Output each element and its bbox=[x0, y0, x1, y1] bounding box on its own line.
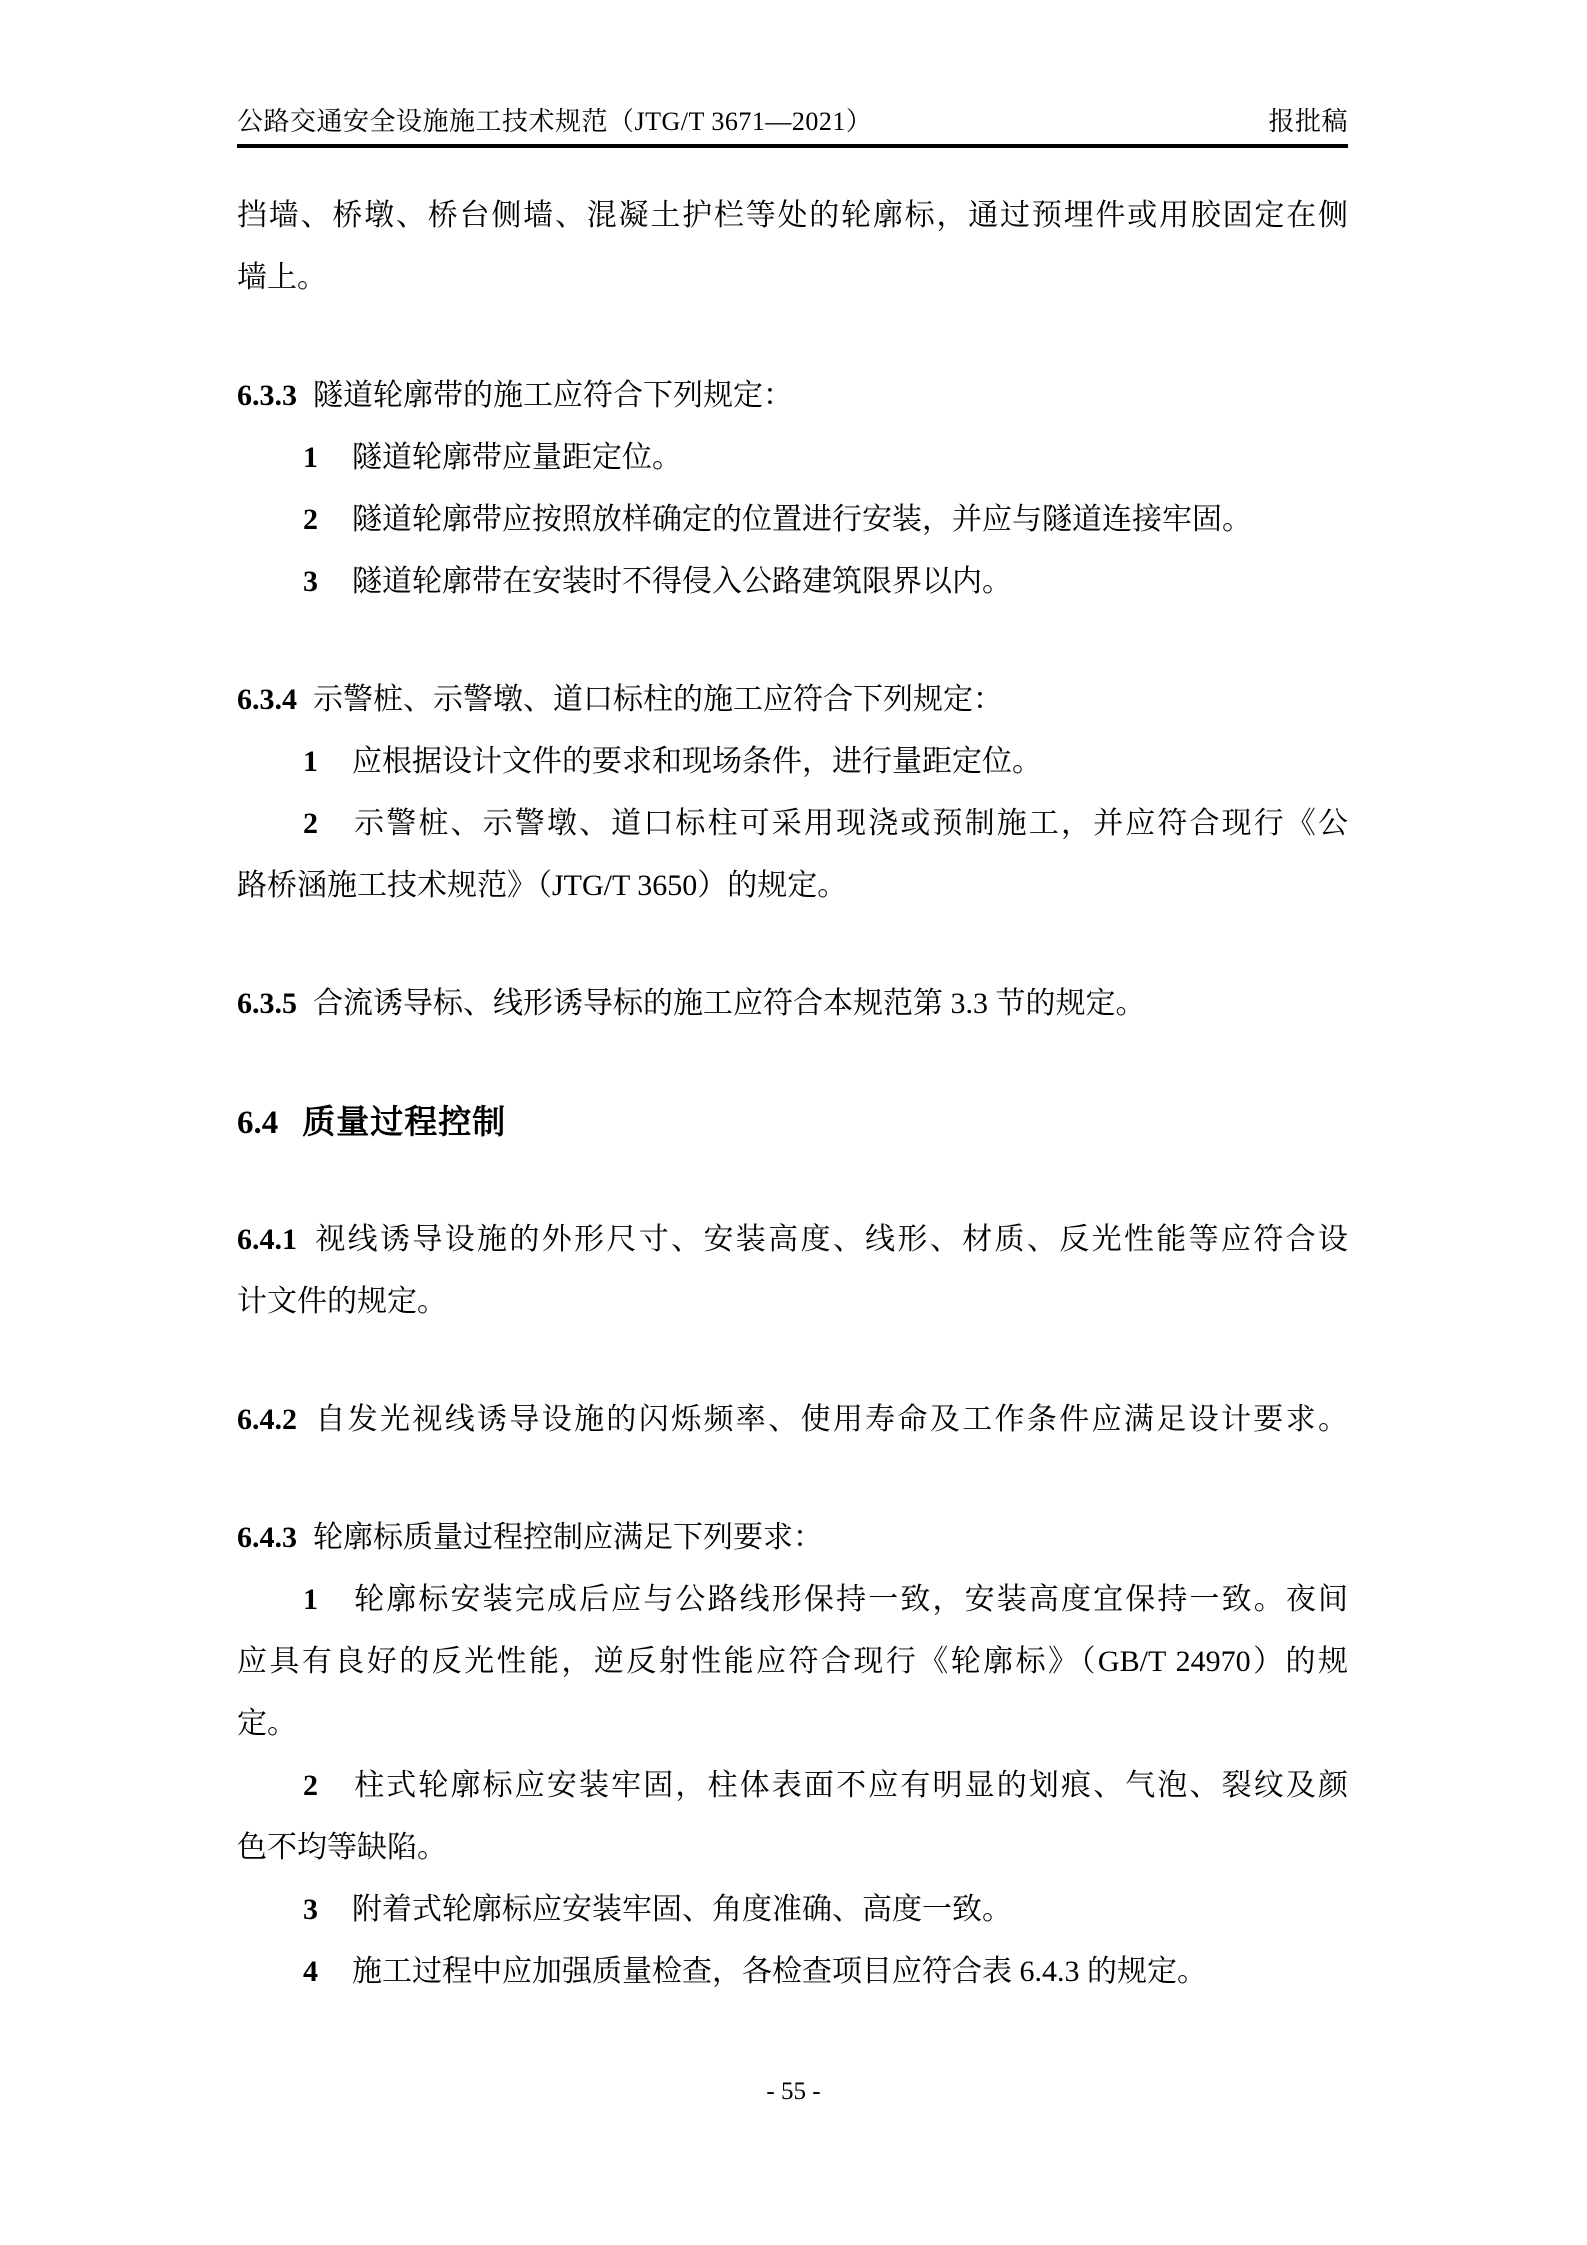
list-item bbox=[237, 1755, 1348, 1817]
list-item-continuation: 路桥涵施工技术规范》（JTG/T 3650）的规定。 bbox=[237, 869, 848, 902]
item-number: 2 bbox=[303, 1769, 318, 1802]
clause-number: 6.4.2 bbox=[237, 1403, 297, 1436]
item-text: 应根据设计文件的要求和现场条件，进行量距定位。 bbox=[352, 745, 1042, 778]
list-item bbox=[237, 551, 1348, 613]
clause-heading-6-3-4 bbox=[237, 669, 1348, 731]
header-approval-stamp: 报批稿 bbox=[1268, 107, 1348, 136]
item-number: 3 bbox=[303, 1893, 318, 1926]
paragraph-line: 墙上。 bbox=[237, 261, 327, 294]
list-item-continuation: 定。 bbox=[237, 1707, 297, 1740]
header-title: 公路交通安全设施施工技术规范（JTG/T 3671—2021） bbox=[237, 107, 873, 136]
section-heading-6-4 bbox=[237, 1091, 1348, 1153]
list-item bbox=[237, 1879, 1348, 1941]
item-text: 示警桩、示警墩、道口标柱可采用现浇或预制施工，并应符合现行《公 bbox=[352, 807, 1348, 840]
item-number: 1 bbox=[303, 441, 318, 474]
item-number: 2 bbox=[303, 503, 318, 536]
item-text: 隧道轮廓带应按照放样确定的位置进行安装，并应与隧道连接牢固。 bbox=[352, 503, 1252, 536]
page-header bbox=[237, 96, 1348, 148]
clause-heading-6-3-3 bbox=[237, 365, 1348, 427]
clause-number: 6.4.3 bbox=[237, 1521, 297, 1554]
clause-heading-6-3-5 bbox=[237, 973, 1348, 1035]
item-number: 1 bbox=[303, 1583, 318, 1616]
item-number: 4 bbox=[303, 1955, 318, 1988]
item-text: 柱式轮廓标应安装牢固，柱体表面不应有明显的划痕、气泡、裂纹及颜 bbox=[352, 1769, 1348, 1802]
item-text: 施工过程中应加强质量检查，各检查项目应符合表 6.4.3 的规定。 bbox=[352, 1955, 1207, 1988]
item-number: 2 bbox=[303, 807, 318, 840]
paragraph-line: 挡墙、桥墩、桥台侧墙、混凝土护栏等处的轮廓标，通过预埋件或用胶固定在侧 bbox=[237, 199, 1348, 232]
item-text: 隧道轮廓带在安装时不得侵入公路建筑限界以内。 bbox=[352, 565, 1012, 598]
list-item-continuation: 应具有良好的反光性能，逆反射性能应符合现行《轮廓标》（GB/T 24970）的规 bbox=[237, 1645, 1348, 1678]
page-number: - 55 - bbox=[766, 2078, 821, 2105]
document-body bbox=[237, 185, 1348, 2003]
list-item bbox=[237, 489, 1348, 551]
section-number: 6.4 bbox=[237, 1105, 279, 1141]
item-number: 1 bbox=[303, 745, 318, 778]
clause-number: 6.3.4 bbox=[237, 683, 297, 716]
clause-heading-6-4-2 bbox=[237, 1389, 1348, 1451]
clause-title: 轮廓标质量过程控制应满足下列要求： bbox=[313, 1521, 823, 1554]
list-item bbox=[237, 427, 1348, 489]
clause-text: 视线诱导设施的外形尺寸、安装高度、线形、材质、反光性能等应符合设 bbox=[313, 1223, 1348, 1256]
list-item-continuation: 色不均等缺陷。 bbox=[237, 1831, 447, 1864]
item-text: 隧道轮廓带应量距定位。 bbox=[352, 441, 682, 474]
clause-number: 6.4.1 bbox=[237, 1223, 297, 1256]
clause-heading-6-4-3 bbox=[237, 1507, 1348, 1569]
list-item bbox=[237, 793, 1348, 855]
section-title: 质量过程控制 bbox=[302, 1103, 507, 1140]
clause-title: 隧道轮廓带的施工应符合下列规定： bbox=[313, 379, 793, 412]
clause-title: 合流诱导标、线形诱导标的施工应符合本规范第 3.3 节的规定。 bbox=[313, 987, 1146, 1020]
clause-title: 示警桩、示警墩、道口标柱的施工应符合下列规定： bbox=[313, 683, 1003, 716]
item-number: 3 bbox=[303, 565, 318, 598]
page-footer bbox=[0, 2078, 1587, 2106]
list-item bbox=[237, 1941, 1348, 2003]
clause-number: 6.3.3 bbox=[237, 379, 297, 412]
clause-continuation: 计文件的规定。 bbox=[237, 1285, 447, 1318]
list-item bbox=[237, 731, 1348, 793]
list-item bbox=[237, 1569, 1348, 1631]
clause-text: 自发光视线诱导设施的闪烁频率、使用寿命及工作条件应满足设计要求。 bbox=[313, 1403, 1348, 1436]
clause-number: 6.3.5 bbox=[237, 987, 297, 1020]
item-text: 附着式轮廓标应安装牢固、角度准确、高度一致。 bbox=[352, 1893, 1012, 1926]
clause-heading-6-4-1 bbox=[237, 1209, 1348, 1271]
item-text: 轮廓标安装完成后应与公路线形保持一致，安装高度宜保持一致。夜间 bbox=[352, 1583, 1348, 1616]
